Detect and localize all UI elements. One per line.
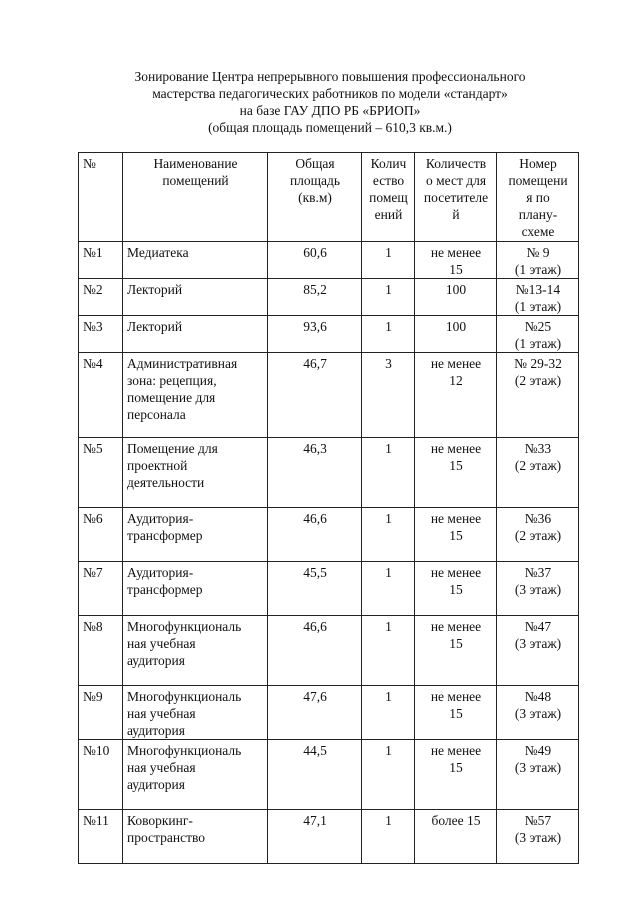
cell-plan: №48 (3 этаж) xyxy=(497,686,579,740)
cell-rooms: 1 xyxy=(362,279,415,316)
cell-rooms: 1 xyxy=(362,562,415,616)
cell-seats: 100 xyxy=(415,279,497,316)
cell-number: №5 xyxy=(79,438,123,508)
table-header-row xyxy=(79,153,579,242)
title-line-4: (общая площадь помещений – 610,3 кв.м.) xyxy=(208,120,452,135)
table-row xyxy=(79,438,579,508)
cell-seats: не менее 15 xyxy=(415,562,497,616)
cell-seats: не менее 15 xyxy=(415,242,497,279)
title-line-1: Зонирование Центра непрерывного повышения профессионального xyxy=(134,69,526,84)
cell-number: №2 xyxy=(79,279,123,316)
rooms-table xyxy=(78,152,579,864)
cell-rooms: 1 xyxy=(362,810,415,864)
header-name: Наименование помещений xyxy=(123,153,268,242)
cell-plan: № 29-32 (2 этаж) xyxy=(497,353,579,438)
cell-number: №8 xyxy=(79,616,123,686)
cell-plan: №33 (2 этаж) xyxy=(497,438,579,508)
cell-plan: № 9 (1 этаж) xyxy=(497,242,579,279)
cell-name: Многофункциональ ная учебная аудитория xyxy=(123,616,268,686)
cell-name: Аудитория- трансформер xyxy=(123,562,268,616)
cell-number: №7 xyxy=(79,562,123,616)
cell-name: Многофункциональ ная учебная аудитория xyxy=(123,686,268,740)
title-line-2: мастерства педагогических работников по модели «стандарт» xyxy=(152,86,508,101)
cell-area: 93,6 xyxy=(268,316,362,353)
cell-rooms: 3 xyxy=(362,353,415,438)
cell-area: 60,6 xyxy=(268,242,362,279)
cell-area: 46,3 xyxy=(268,438,362,508)
cell-area: 85,2 xyxy=(268,279,362,316)
table-row xyxy=(79,810,579,864)
cell-rooms: 1 xyxy=(362,316,415,353)
cell-name: Лекторий xyxy=(123,279,268,316)
table-row xyxy=(79,242,579,279)
cell-seats: не менее 15 xyxy=(415,508,497,562)
table-row xyxy=(79,508,579,562)
cell-seats: более 15 xyxy=(415,810,497,864)
cell-seats: не менее 15 xyxy=(415,740,497,810)
cell-name: Аудитория- трансформер xyxy=(123,508,268,562)
cell-seats: не менее 15 xyxy=(415,616,497,686)
header-plan: Номер помещени я по плану- схеме xyxy=(497,153,579,242)
cell-area: 46,6 xyxy=(268,616,362,686)
cell-number: №3 xyxy=(79,316,123,353)
cell-name: Административная зона: рецепция, помещение для персонала xyxy=(123,353,268,438)
cell-plan: №47 (3 этаж) xyxy=(497,616,579,686)
cell-name: Медиатека xyxy=(123,242,268,279)
table-row xyxy=(79,279,579,316)
header-seats: Количеств о мест для посетителе й xyxy=(415,153,497,242)
cell-plan: №25 (1 этаж) xyxy=(497,316,579,353)
cell-number: №11 xyxy=(79,810,123,864)
cell-area: 47,1 xyxy=(268,810,362,864)
document-title xyxy=(60,68,600,136)
cell-number: №6 xyxy=(79,508,123,562)
cell-seats: не менее 15 xyxy=(415,438,497,508)
cell-name: Многофункциональ ная учебная аудитория xyxy=(123,740,268,810)
cell-rooms: 1 xyxy=(362,438,415,508)
cell-rooms: 1 xyxy=(362,616,415,686)
header-area: Общая площадь (кв.м) xyxy=(268,153,362,242)
cell-name: Лекторий xyxy=(123,316,268,353)
cell-rooms: 1 xyxy=(362,508,415,562)
table-row xyxy=(79,562,579,616)
cell-plan: №49 (3 этаж) xyxy=(497,740,579,810)
cell-seats: не менее 12 xyxy=(415,353,497,438)
cell-seats: 100 xyxy=(415,316,497,353)
cell-area: 44,5 xyxy=(268,740,362,810)
title-line-3: на базе ГАУ ДПО РБ «БРИОП» xyxy=(239,103,421,118)
cell-rooms: 1 xyxy=(362,686,415,740)
cell-rooms: 1 xyxy=(362,242,415,279)
cell-plan: №13-14 (1 этаж) xyxy=(497,279,579,316)
header-rooms: Колич ество помещ ений xyxy=(362,153,415,242)
cell-area: 46,7 xyxy=(268,353,362,438)
cell-name: Помещение для проектной деятельности xyxy=(123,438,268,508)
cell-plan: №57 (3 этаж) xyxy=(497,810,579,864)
table-row xyxy=(79,316,579,353)
cell-seats: не менее 15 xyxy=(415,686,497,740)
cell-number: №10 xyxy=(79,740,123,810)
cell-area: 46,6 xyxy=(268,508,362,562)
table-row xyxy=(79,616,579,686)
table-row xyxy=(79,686,579,740)
cell-area: 47,6 xyxy=(268,686,362,740)
cell-plan: №37 (3 этаж) xyxy=(497,562,579,616)
table-row xyxy=(79,740,579,810)
cell-number: №4 xyxy=(79,353,123,438)
cell-number: №1 xyxy=(79,242,123,279)
cell-plan: №36 (2 этаж) xyxy=(497,508,579,562)
cell-area: 45,5 xyxy=(268,562,362,616)
table-row xyxy=(79,353,579,438)
cell-number: №9 xyxy=(79,686,123,740)
cell-name: Коворкинг- пространство xyxy=(123,810,268,864)
header-number: № xyxy=(79,153,123,242)
cell-rooms: 1 xyxy=(362,740,415,810)
